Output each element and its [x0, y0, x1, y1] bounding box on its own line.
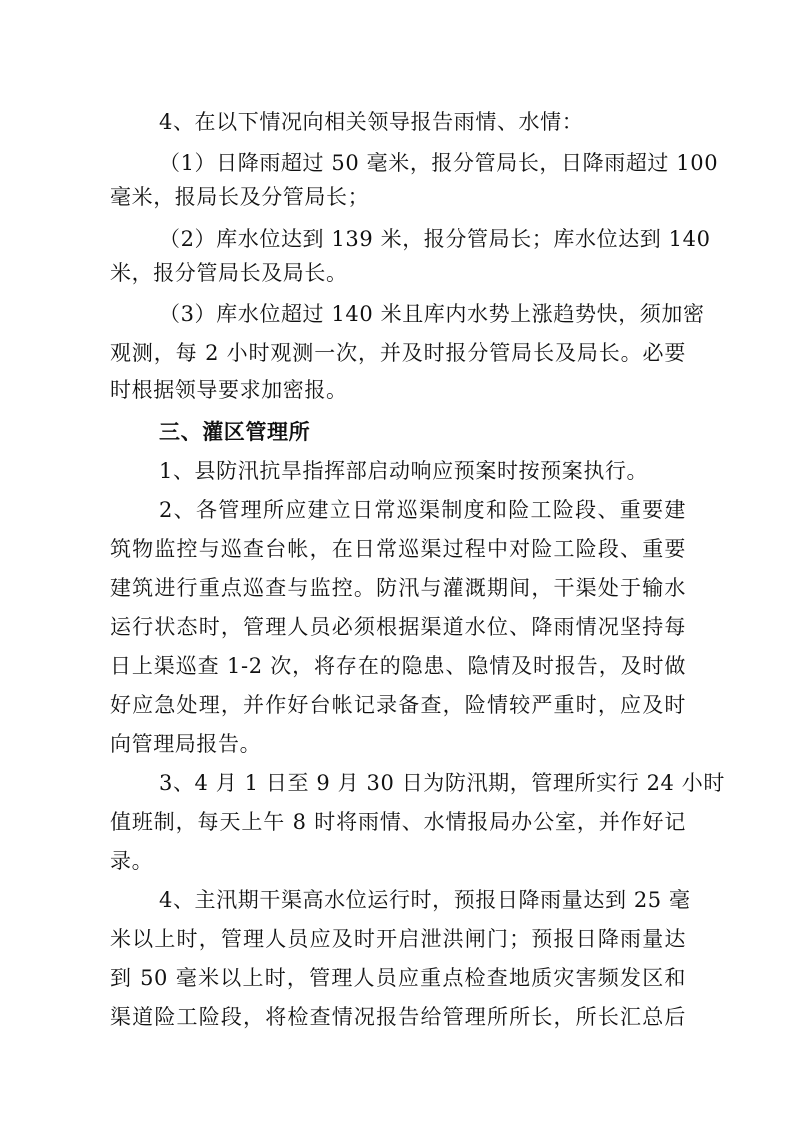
paragraph-4-line-1: 4、主汛期干渠高水位运行时，预报日降雨量达到 25 毫: [159, 888, 691, 912]
paragraph-2-line-4: 运行状态时，管理人员必须根据渠道水位、降雨情况坚持每: [110, 615, 686, 639]
item-3-line-3: 时根据领导要求加密报。: [110, 378, 348, 402]
section-heading-irrigation: 三、灌区管理所: [159, 420, 311, 444]
item-1-line-1: （1）日降雨超过 50 毫米，报分管局长，日降雨超过 100: [159, 151, 719, 175]
paragraph-3-line-1: 3、4 月 1 日至 9 月 30 日为防汛期，管理所实行 24 小时: [159, 771, 725, 795]
paragraph-4-line-2: 米以上时，管理人员应及时开启泄洪闸门；预报日降雨量达: [110, 927, 686, 951]
paragraph-4-line-4: 渠道险工险段，将检查情况报告给管理所所长，所长汇总后: [110, 1005, 686, 1029]
paragraph-4-line-3: 到 50 毫米以上时，管理人员应重点检查地质灾害频发区和: [110, 966, 686, 990]
paragraph-2-line-1: 2、各管理所应建立日常巡渠制度和险工险段、重要建: [159, 498, 686, 522]
paragraph-3-line-3: 录。: [110, 849, 154, 873]
paragraph-3-line-2: 值班制，每天上午 8 时将雨情、水情报局办公室，并作好记: [110, 810, 686, 834]
item-3-line-2: 观测，每 2 小时观测一次，并及时报分管局长及局长。必要: [110, 341, 686, 365]
paragraph-2-line-3: 建筑进行重点巡查与监控。防汛与灌溉期间，干渠处于输水: [110, 576, 686, 600]
paragraph-2-line-7: 向管理局报告。: [110, 732, 262, 756]
item-2-line-2: 米，报分管局长及局长。: [110, 261, 348, 285]
paragraph-2-line-6: 好应急处理，并作好台帐记录备查，险情较严重时，应及时: [110, 693, 686, 717]
item-2-line-1: （2）库水位达到 139 米，报分管局长；库水位达到 140: [159, 227, 711, 251]
paragraph-2-line-5: 日上渠巡查 1-2 次，将存在的隐患、隐情及时报告，及时做: [110, 654, 686, 678]
paragraph-4-reporting: 4、在以下情况向相关领导报告雨情、水情：: [159, 110, 584, 134]
item-1-line-2: 毫米，报局长及分管局长；: [110, 185, 370, 209]
item-3-line-1: （3）库水位超过 140 米且库内水势上涨趋势快，须加密: [159, 302, 705, 326]
paragraph-2-line-2: 筑物监控与巡查台帐，在日常巡渠过程中对险工险段、重要: [110, 537, 686, 561]
paragraph-1-line-1: 1、县防汛抗旱指挥部启动响应预案时按预案执行。: [159, 459, 649, 483]
